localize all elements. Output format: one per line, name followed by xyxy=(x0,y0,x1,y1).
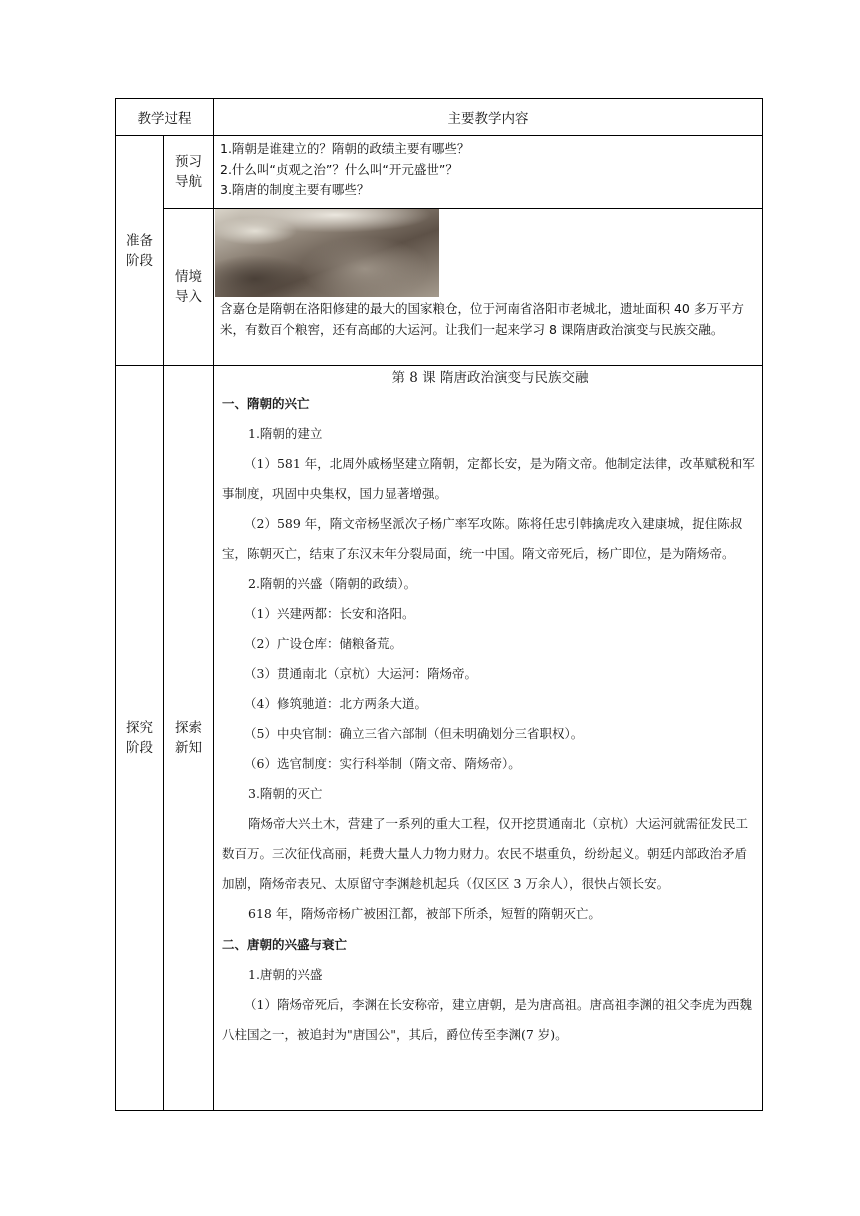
preview-question: 1.隋朝是谁建立的？隋朝的政绩主要有哪些？ xyxy=(220,141,470,156)
stage-prep-label: 准备阶段 xyxy=(126,232,153,269)
header-process: 教学过程 xyxy=(116,99,214,136)
prep-intro-row xyxy=(116,209,763,366)
explore-label-cell xyxy=(164,366,214,1111)
paragraph: （1）581 年，北周外戚杨坚建立隋朝，定都长安，是为隋文帝。他制定法律，改革赋税和军事制度，巩固中央集权，国力显著增强。 xyxy=(222,456,755,501)
preview-questions xyxy=(214,136,763,209)
list-item: （3）贯通南北（京杭）大运河：隋炀帝。 xyxy=(244,666,477,681)
preview-question: 2.什么叫“贞观之治”？什么叫“开元盛世”？ xyxy=(220,161,458,177)
subsection-heading: 3.隋朝的灭亡 xyxy=(248,786,323,801)
lesson-plan-table xyxy=(115,98,763,1111)
subsection-heading: 1.隋朝的建立 xyxy=(248,426,323,441)
stage-explore-label: 探究阶段 xyxy=(126,720,153,756)
paragraph: 隋炀帝大兴土木，营建了一系列的重大工程，仅开挖贯通南北（京杭）大运河就需征发民工数百万。三次征伐高丽，耗费大量人力物力财力。农民不堪重负，纷纷起义。朝廷内部政治矛盾加剧，隋炀帝表兄、太原留守李渊趁机起兵（仅区区 3 万余人），很快占领长安。 xyxy=(222,816,749,891)
list-item: （5）中央官制：确立三省六部制（但未明确划分三省职权）。 xyxy=(244,726,584,741)
list-item: （1）兴建两都：长安和洛阳。 xyxy=(244,606,415,621)
section-heading: 一、隋朝的兴亡 xyxy=(222,396,310,411)
subsection-heading: 2.隋朝的兴盛（隋朝的政绩）。 xyxy=(248,576,417,591)
prep-preview-row xyxy=(116,136,763,209)
intro-cell xyxy=(214,209,763,366)
section-heading: 二、唐朝的兴盛与衰亡 xyxy=(222,937,348,952)
preview-label: 预习导航 xyxy=(175,154,202,190)
list-item: （6）选官制度：实行科举制（隋文帝、隋炀帝）。 xyxy=(244,756,521,771)
table-header-row xyxy=(116,99,763,136)
paragraph: 618 年，隋炀帝杨广被困江都，被部下所杀，短暂的隋朝灭亡。 xyxy=(248,906,601,921)
stage-prep xyxy=(116,136,164,366)
header-content: 主要教学内容 xyxy=(214,99,763,136)
preview-label-cell xyxy=(164,136,214,209)
lesson-title: 第 8 课 隋唐政治演变与民族交融 xyxy=(391,370,589,386)
preview-question: 3.隋唐的制度主要有哪些？ xyxy=(220,182,370,197)
list-item: （2）广设仓库：储粮备荒。 xyxy=(244,636,402,651)
paragraph: （2）589 年，隋文帝杨坚派次子杨广率军攻陈。陈将任忠引韩擒虎攻入建康城，捉住陈叔宝，陈朝灭亡，结束了东汉末年分裂局面，统一中国。隋文帝死后，杨广即位，是为隋炀帝。 xyxy=(222,516,743,561)
explore-row xyxy=(116,366,763,1111)
explore-label: 探索新知 xyxy=(175,720,202,756)
granary-site-photo xyxy=(215,209,439,297)
paragraph: （1）隋炀帝死后，李渊在长安称帝，建立唐朝，是为唐高祖。唐高祖李渊的祖父李虎为西魏八柱国之一，被追封为"唐国公"，其后，爵位传至李渊(7 岁)。 xyxy=(222,997,752,1042)
stage-explore xyxy=(116,366,164,1111)
explore-content xyxy=(214,366,763,1111)
intro-label-cell xyxy=(164,209,214,366)
list-item: （4）修筑驰道：北方两条大道。 xyxy=(244,696,427,711)
intro-label: 情境导入 xyxy=(175,269,202,305)
subsection-heading: 1.唐朝的兴盛 xyxy=(248,967,323,982)
intro-text: 含嘉仓是隋朝在洛阳修建的最大的国家粮仓，位于河南省洛阳市老城北，遗址面积 40 多万平方米，有数百个粮窖，还有高邮的大运河。让我们一起来学习 8 课隋唐政治演变与民族交融。 xyxy=(220,301,744,337)
